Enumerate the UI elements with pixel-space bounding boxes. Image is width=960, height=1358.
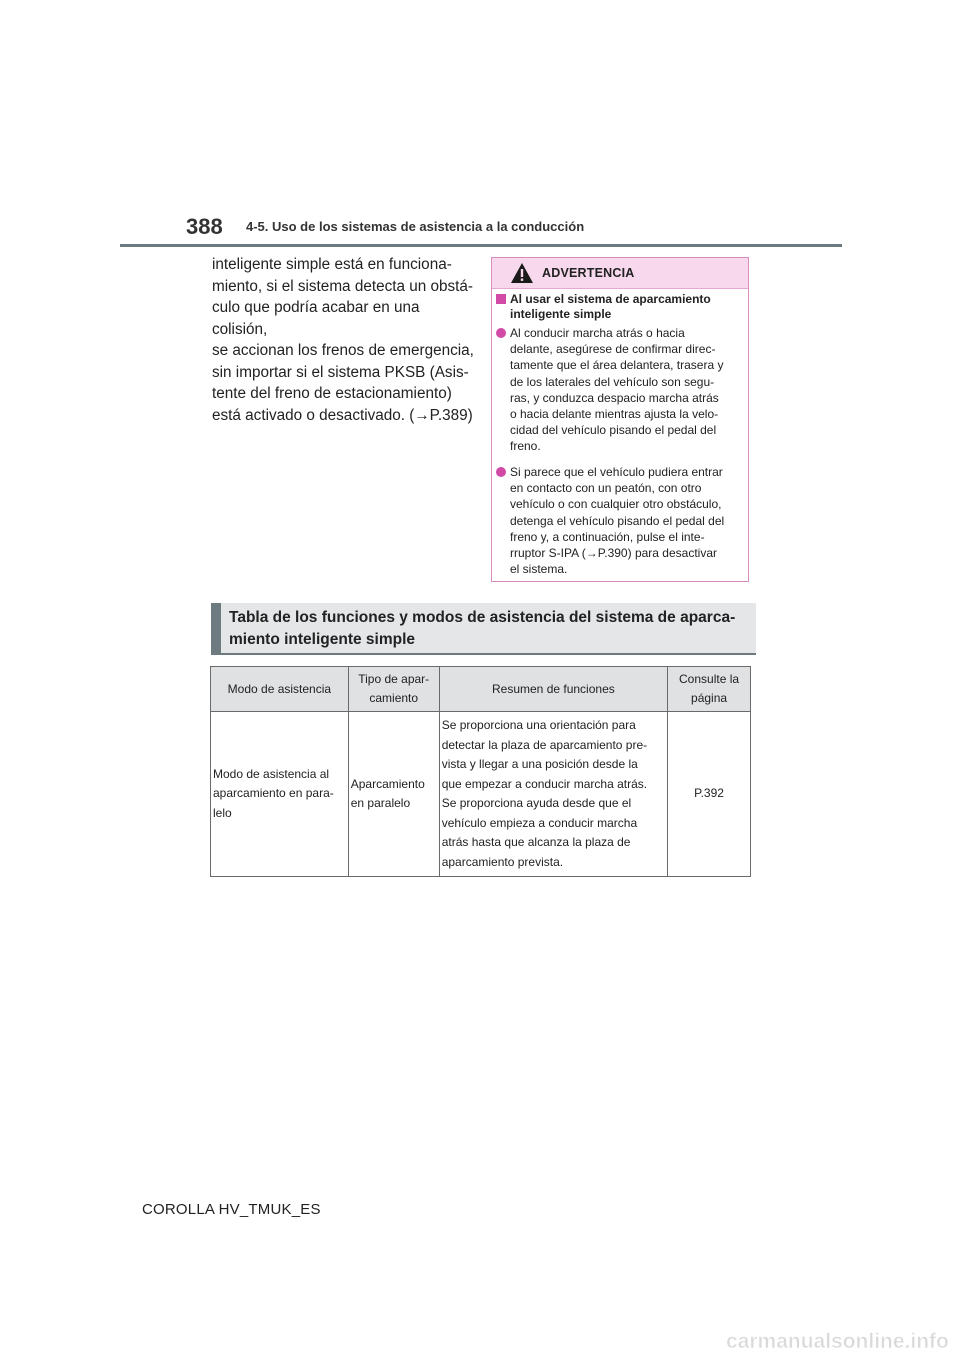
header-page (668, 667, 751, 712)
circle-bullet-icon (496, 467, 506, 477)
cell-line: en paralelo (350, 796, 411, 810)
cell-type (348, 712, 439, 877)
header-line: Resumen de funciones (492, 681, 615, 696)
table-title-line: Tabla de los funciones y modos de asistencia del sistema de aparca- (229, 609, 736, 626)
header-line: camiento (369, 691, 419, 705)
warning-title: ADVERTENCIA (542, 266, 635, 280)
footer-model-code: COROLLA HV_TMUK_ES (142, 1201, 321, 1218)
header-line: Tipo de apar- (358, 672, 430, 686)
body-line: miento, si el sistema detecta un obstá- (212, 277, 474, 295)
header-line: Modo de asistencia (227, 681, 332, 696)
cell-line: atrás hasta que alcanza la plaza de (441, 835, 631, 849)
cell-summary (439, 712, 667, 877)
watermark-logo (726, 1327, 956, 1355)
warning-section-line: inteligente simple (510, 307, 612, 321)
cell-line: vista y llegar a una posición desde la (441, 757, 638, 771)
warning-header (492, 258, 748, 289)
warning-line: delante, asegúrese de confirmar direc- (510, 342, 716, 357)
cell-line: Aparcamiento (350, 776, 425, 791)
section-title: 4-5. Uso de los sistemas de asistencia a la conducción (246, 219, 585, 234)
warning-line: en contacto con un peatón, con otro (510, 481, 702, 496)
watermark-text: carmanualsonline.info (726, 1330, 949, 1353)
cell-mode (211, 712, 349, 877)
cell-line: lelo (213, 805, 232, 820)
warning-line: freno y, a continuación, pulse el inte- (510, 529, 705, 544)
cell-line: aparcamiento prevista. (441, 854, 564, 869)
warning-line: de los laterales del vehículo son segu- (510, 374, 715, 389)
header-mode (211, 667, 349, 712)
circle-bullet-icon (496, 328, 506, 338)
warning-line: o hacia delante mientras ajusta la velo- (510, 407, 719, 422)
functions-table (210, 666, 751, 877)
body-line: está activado o desactivado. (→P.389) (212, 406, 473, 424)
header-summary (439, 667, 667, 712)
header-line: página (691, 691, 728, 705)
warning-line: tamente que el área delantera, trasera y (510, 358, 724, 373)
warning-line: ras, y conduzca despacio marcha atrás (510, 390, 719, 405)
warning-section-line: Al usar el sistema de aparcamiento (510, 292, 711, 306)
header-line: Consulte la (679, 672, 740, 686)
body-paragraph (212, 254, 474, 426)
body-line: se accionan los frenos de emergencia, (212, 342, 474, 359)
body-line: inteligente simple está en funciona- (212, 256, 452, 273)
header-type (348, 667, 439, 712)
cell-line: Se proporciona ayuda desde que el (441, 796, 632, 810)
table-section-heading (211, 603, 756, 655)
cell-line: que empezar a conducir marcha atrás. (441, 776, 648, 791)
header-rule (120, 244, 842, 247)
cell-line: vehículo empieza a conducir marcha (441, 815, 638, 830)
warning-line: freno. (510, 439, 541, 454)
warning-line: Si parece que el vehículo pudiera entrar (510, 465, 723, 479)
warning-line: cidad del vehículo pisando el pedal del (510, 423, 717, 438)
table-row (211, 712, 751, 877)
cell-line: aparcamiento en para- (213, 786, 334, 801)
warning-line: Al conducir marcha atrás o hacia (510, 326, 685, 340)
page-number: 388 (186, 214, 223, 239)
body-line: sin importar si el sistema PKSB (Asis- (212, 363, 469, 381)
body-line: tente del freno de estacionamiento) (212, 385, 452, 402)
warning-triangle-icon (510, 262, 534, 284)
warning-line: vehículo o con cualquier otro obstáculo, (510, 497, 722, 512)
warning-section-title (496, 292, 741, 322)
table-header-row (211, 667, 751, 712)
cell-page-ref[interactable]: P.392 (668, 712, 751, 877)
cell-line: Modo de asistencia al (213, 766, 330, 781)
warning-line: rruptor S-IPA (→P.390) para desactivar (510, 546, 717, 561)
table-title-line: miento inteligente simple (229, 631, 416, 648)
table-section-title (229, 607, 759, 651)
warning-item (496, 464, 746, 577)
warning-line: el sistema. (510, 562, 568, 577)
warning-box (491, 257, 749, 582)
warning-item (496, 325, 746, 455)
body-line: culo que podría acabar en una colisión, (212, 299, 420, 338)
cell-line: detectar la plaza de aparcamiento pre- (441, 737, 648, 752)
cell-line: Se proporciona una orientación para (441, 718, 636, 732)
square-bullet-icon (496, 294, 506, 304)
warning-line: detenga el vehículo pisando el pedal del (510, 513, 725, 528)
